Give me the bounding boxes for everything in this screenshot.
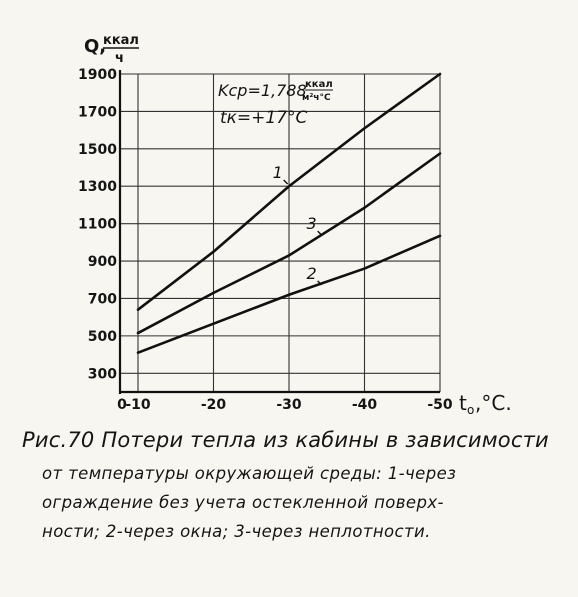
x-axis-label-subscript: o	[467, 403, 475, 417]
caption-line-4: ности; 2-через окна; 3-через неплотности.	[42, 522, 431, 541]
x-axis-label: t	[459, 391, 467, 415]
k-unit-denominator: м²ч°С	[302, 93, 331, 103]
k-unit-numerator: ккал	[305, 79, 333, 90]
x-tick-label: -30	[276, 397, 302, 413]
y-tick-label: 1100	[78, 216, 117, 233]
y-tick-label: 700	[87, 291, 117, 308]
y-tick-label: 1500	[78, 141, 117, 158]
y-tick-label: 900	[87, 254, 117, 271]
series-label-tick-3	[318, 231, 322, 235]
x-tick-label: -50	[427, 397, 453, 413]
x-tick-label: -10	[125, 397, 151, 413]
caption-line-3: ограждение без учета остекленной поверх-	[42, 493, 444, 512]
y-tick-label: 300	[87, 366, 117, 383]
y-tick-label: 1700	[78, 104, 117, 121]
figure-caption	[22, 428, 572, 541]
tk-label: tк=+17°С	[220, 108, 308, 128]
y-tick-label: 1300	[78, 179, 117, 196]
y-axis-unit-numerator: ккал	[103, 33, 139, 48]
caption-line-2: от температуры окружающей среды: 1-через	[42, 464, 457, 483]
y-axis-label: Q,	[84, 36, 107, 57]
x-axis-unit: ,°C.	[475, 391, 512, 415]
series-label-1: 1	[272, 163, 283, 183]
x-tick-label: -40	[351, 397, 378, 413]
y-tick-label: 1900	[78, 67, 117, 83]
series-label-tick-1	[284, 180, 288, 184]
caption-line-1: Рис.70 Потери тепла из кабины в зависимости	[22, 428, 549, 452]
series-label-3: 3	[306, 214, 317, 234]
y-axis-unit-denominator: ч	[115, 51, 124, 66]
series-label-2: 2	[306, 263, 317, 283]
x-tick-label: 0	[117, 397, 127, 413]
k-coefficient-label: Kср=1,788	[218, 81, 307, 100]
y-tick-label: 500	[87, 328, 117, 345]
x-tick-label: -20	[200, 397, 227, 413]
